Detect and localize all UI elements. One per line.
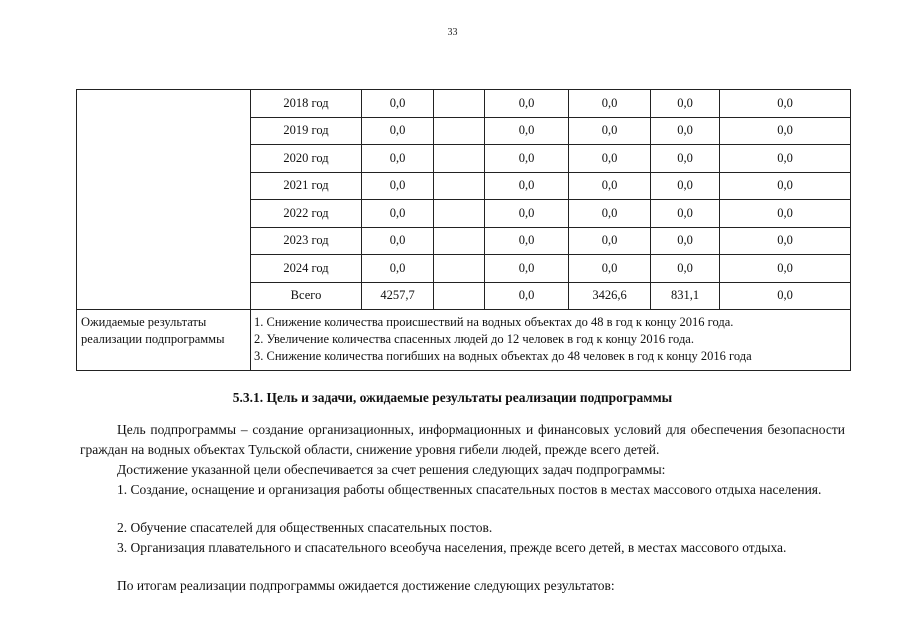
value-cell: 0,0 (569, 145, 651, 173)
value-cell (434, 282, 485, 310)
paragraph-results-intro: По итогам реализации подпрограммы ожидается достижение следующих результатов: (117, 578, 615, 593)
value-cell: 0,0 (720, 172, 851, 200)
value-cell: 0,0 (485, 200, 569, 228)
value-cell (434, 200, 485, 228)
value-cell: 831,1 (651, 282, 720, 310)
paragraph-goal: Цель подпрограммы – создание организационных, информационных и финансовых условий для обеспечения безопасности граждан на водных объектах Тульской области, снижение уровня гибели людей, прежде всего детей. (80, 422, 845, 457)
value-cell (434, 172, 485, 200)
results-label: Ожидаемые результаты реализации подпрограммы (77, 310, 251, 371)
year-cell: 2021 год (251, 172, 362, 200)
result-item: 3. Снижение количества погибших на водных объектах до 48 человек в год к концу 2016 года (254, 349, 752, 363)
value-cell: 0,0 (362, 200, 434, 228)
value-cell: 4257,7 (362, 282, 434, 310)
value-cell: 0,0 (569, 200, 651, 228)
value-cell: 0,0 (362, 255, 434, 283)
value-cell: 0,0 (720, 90, 851, 118)
value-cell: 0,0 (651, 200, 720, 228)
value-cell: 0,0 (569, 90, 651, 118)
year-cell: Всего (251, 282, 362, 310)
value-cell: 0,0 (569, 227, 651, 255)
program-name-cell (77, 90, 251, 310)
paragraph-task-3: 3. Организация плавательного и спасательного всеобуча населения, прежде всего детей, в местах массового отдыха. (117, 540, 787, 555)
year-cell: 2024 год (251, 255, 362, 283)
year-cell: 2020 год (251, 145, 362, 173)
result-item: 1. Снижение количества происшествий на водных объектах до 48 в год к концу 2016 года. (254, 315, 734, 329)
section-heading: 5.3.1. Цель и задачи, ожидаемые результаты реализации подпрограммы (232, 390, 673, 405)
value-cell: 0,0 (720, 145, 851, 173)
value-cell: 0,0 (720, 255, 851, 283)
value-cell (434, 117, 485, 145)
paragraph-task-1: 1. Создание, оснащение и организация работы общественных спасательных постов в местах массового отдыха населения. (117, 482, 822, 497)
value-cell: 0,0 (362, 145, 434, 173)
value-cell: 0,0 (651, 227, 720, 255)
value-cell: 0,0 (362, 90, 434, 118)
year-cell: 2018 год (251, 90, 362, 118)
value-cell: 3426,6 (569, 282, 651, 310)
value-cell: 0,0 (651, 255, 720, 283)
page-number: 33 (447, 27, 458, 38)
value-cell: 0,0 (569, 172, 651, 200)
year-cell: 2023 год (251, 227, 362, 255)
financing-table (76, 89, 851, 371)
value-cell: 0,0 (569, 117, 651, 145)
value-cell (434, 227, 485, 255)
value-cell: 0,0 (485, 172, 569, 200)
year-cell: 2022 год (251, 200, 362, 228)
value-cell: 0,0 (485, 145, 569, 173)
value-cell: 0,0 (651, 172, 720, 200)
value-cell: 0,0 (362, 227, 434, 255)
value-cell: 0,0 (720, 282, 851, 310)
financing-table-body (77, 90, 851, 371)
value-cell: 0,0 (720, 227, 851, 255)
results-list (251, 310, 851, 371)
year-cell: 2019 год (251, 117, 362, 145)
value-cell: 0,0 (651, 145, 720, 173)
value-cell: 0,0 (569, 255, 651, 283)
value-cell: 0,0 (362, 172, 434, 200)
table-row (77, 90, 851, 118)
value-cell (434, 90, 485, 118)
value-cell: 0,0 (651, 117, 720, 145)
results-row (77, 310, 851, 371)
value-cell (434, 145, 485, 173)
value-cell: 0,0 (362, 117, 434, 145)
value-cell: 0,0 (485, 90, 569, 118)
value-cell (434, 255, 485, 283)
value-cell: 0,0 (720, 117, 851, 145)
value-cell: 0,0 (485, 282, 569, 310)
value-cell: 0,0 (720, 200, 851, 228)
value-cell: 0,0 (485, 227, 569, 255)
result-item: 2. Увеличение количества спасенных людей до 12 человек в год к концу 2016 года. (254, 332, 694, 346)
value-cell: 0,0 (485, 117, 569, 145)
value-cell: 0,0 (485, 255, 569, 283)
value-cell: 0,0 (651, 90, 720, 118)
paragraph-task-2: 2. Обучение спасателей для общественных спасательных постов. (117, 520, 493, 535)
paragraph-tasks-intro: Достижение указанной цели обеспечивается за счет решения следующих задач подпрограммы: (117, 462, 666, 477)
